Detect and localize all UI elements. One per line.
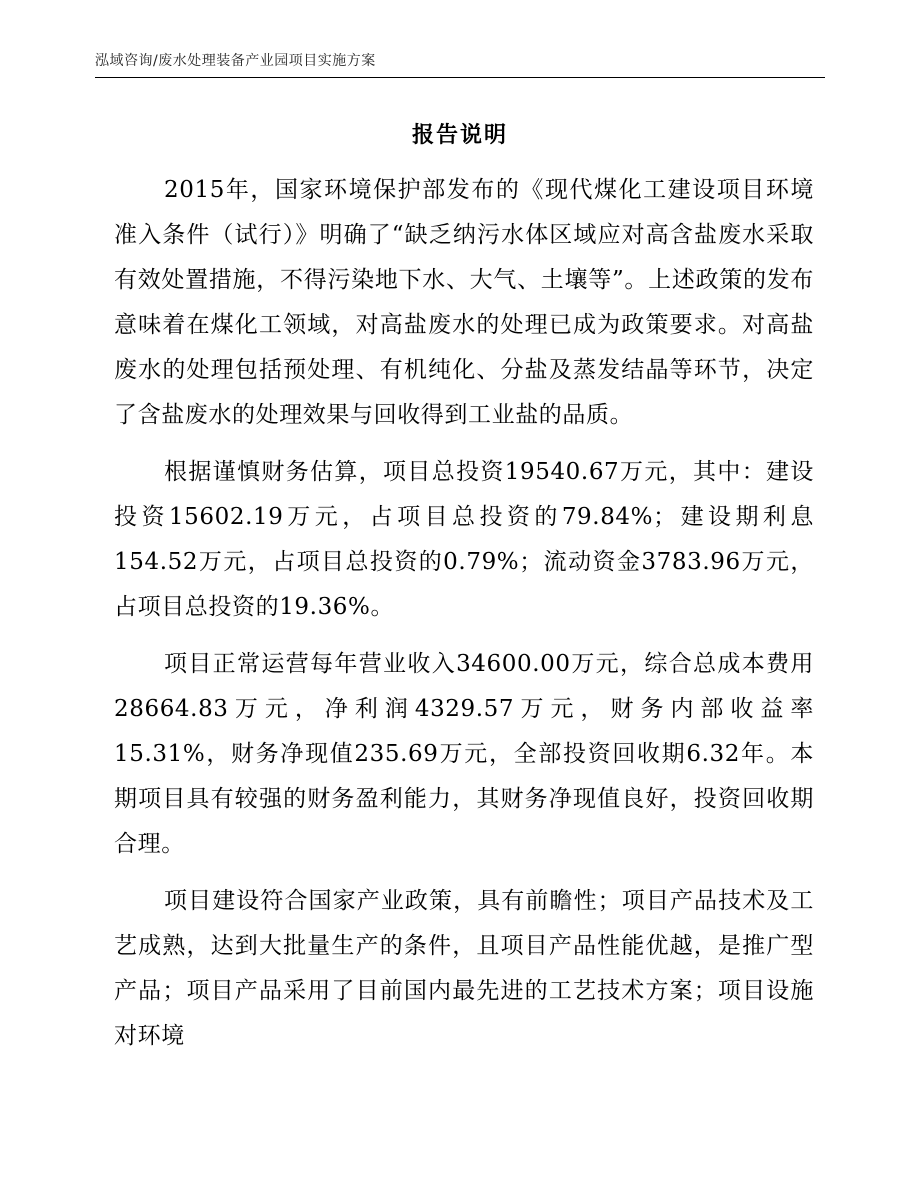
page-header: 泓域咨询/废水处理装备产业园项目实施方案 <box>95 53 376 69</box>
paragraph-conclusion: 项目建设符合国家产业政策，具有前瞻性；项目产品技术及工艺成熟，达到大批量生产的条件，且项目产品性能优越，是推广型产品；项目产品采用了目前国内最先进的工艺技术方案；项目设施对环境 <box>114 888 814 1049</box>
report-title: 报告说明 <box>411 123 508 148</box>
paragraph-policy: 2015年，国家环境保护部发布的《现代煤化工建设项目环境准入条件（试行）》明确了“缺乏纳污水体区域应对高含盐废水采取有效处置措施，不得污染地下水、大气、土壤等”。上述政策的发布意味着在煤化工领域，对高盐废水的处理已成为政策要求。对高盐废水的处理包括预处理、有机纯化、分盐及蒸发结晶等环节，决定了含盐废水的处理效果与回收得到工业盐的品质。 <box>114 177 814 428</box>
paragraph-revenue: 项目正常运营每年营业收入34600.00万元，综合总成本费用28664.83万元，净利润4329.57万元，财务内部收益率15.31%，财务净现值235.69万元，全部投资回收期6.32年。本期项目具有较强的财务盈利能力，其财务净现值良好，投资回收期合理。 <box>114 651 814 857</box>
report-body <box>114 168 814 1071</box>
paragraph-investment: 根据谨慎财务估算，项目总投资19540.67万元，其中：建设投资15602.19万元，占项目总投资的79.84%；建设期利息154.52万元，占项目总投资的0.79%；流动资金3783.96万元，占项目总投资的19.36%。 <box>114 459 814 620</box>
header-divider <box>95 77 825 78</box>
